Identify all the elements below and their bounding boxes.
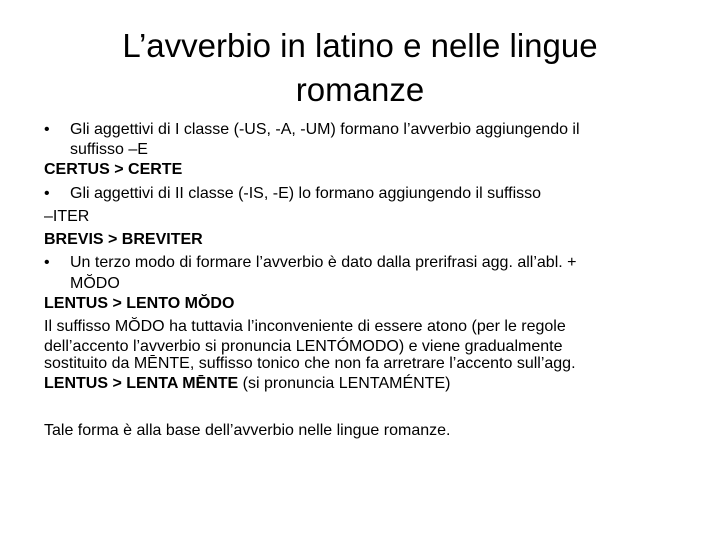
bullet-dot: • xyxy=(44,121,50,138)
bullet-item-2 xyxy=(44,182,684,205)
bullet-3-line-1: Un terzo modo di formare l’avverbio è dato dalla prerifrasi agg. all’abl. + xyxy=(70,254,577,272)
slide-title xyxy=(60,24,660,112)
bullet-3-line-2: MŎDO xyxy=(70,274,120,292)
spacer xyxy=(44,396,684,419)
title-line-1: L’avverbio in latino e nelle lingue xyxy=(122,27,598,64)
bullet-1-line-2: suffisso –E xyxy=(70,141,148,159)
bullet-1-line-1: Gli aggettivi di I classe (-US, -A, -UM) formano l’avverbio aggiungendo il xyxy=(70,121,580,138)
paragraph-line-1: Il suffisso MŎDO ha tuttavia l’inconveniente di essere atono (per le regole xyxy=(44,318,566,336)
example-lentus-modo: LENTUS > LENTO MŎDO xyxy=(44,294,235,312)
example-brevis: BREVIS > BREVITER xyxy=(44,231,203,249)
bullet-item-3 xyxy=(44,251,684,291)
example-lentus-mente xyxy=(44,372,684,395)
bullet-dot: • xyxy=(44,254,50,272)
bullet-dot: • xyxy=(44,184,50,202)
example-certus: CERTUS > CERTE xyxy=(44,161,183,179)
title-line-2: romanze xyxy=(295,71,425,108)
bullet-2-line-1: Gli aggettivi di II classe (-IS, -E) lo formano aggiungendo il suffisso xyxy=(70,184,542,202)
example-lentus-mente-note: (si pronuncia LENTAMÉNTE) xyxy=(238,375,451,393)
slide-body xyxy=(44,118,684,442)
bullet-item-1 xyxy=(44,118,684,158)
example-lentus-mente-bold: LENTUS > LENTA MĒNTE xyxy=(44,375,239,393)
bullet-2-line-2: –ITER xyxy=(44,207,90,225)
closing-sentence: Tale forma è alla base dell’avverbio nelle lingue romanze. xyxy=(44,421,451,439)
paragraph-line-3: sostituito da MĒNTE, suffisso tonico che non fa arretrare l’accento sull’agg. xyxy=(44,355,576,373)
paragraph-line-2: dell’accento l’avverbio si pronuncia LENTÓMODO) e viene gradualmente xyxy=(44,338,563,356)
